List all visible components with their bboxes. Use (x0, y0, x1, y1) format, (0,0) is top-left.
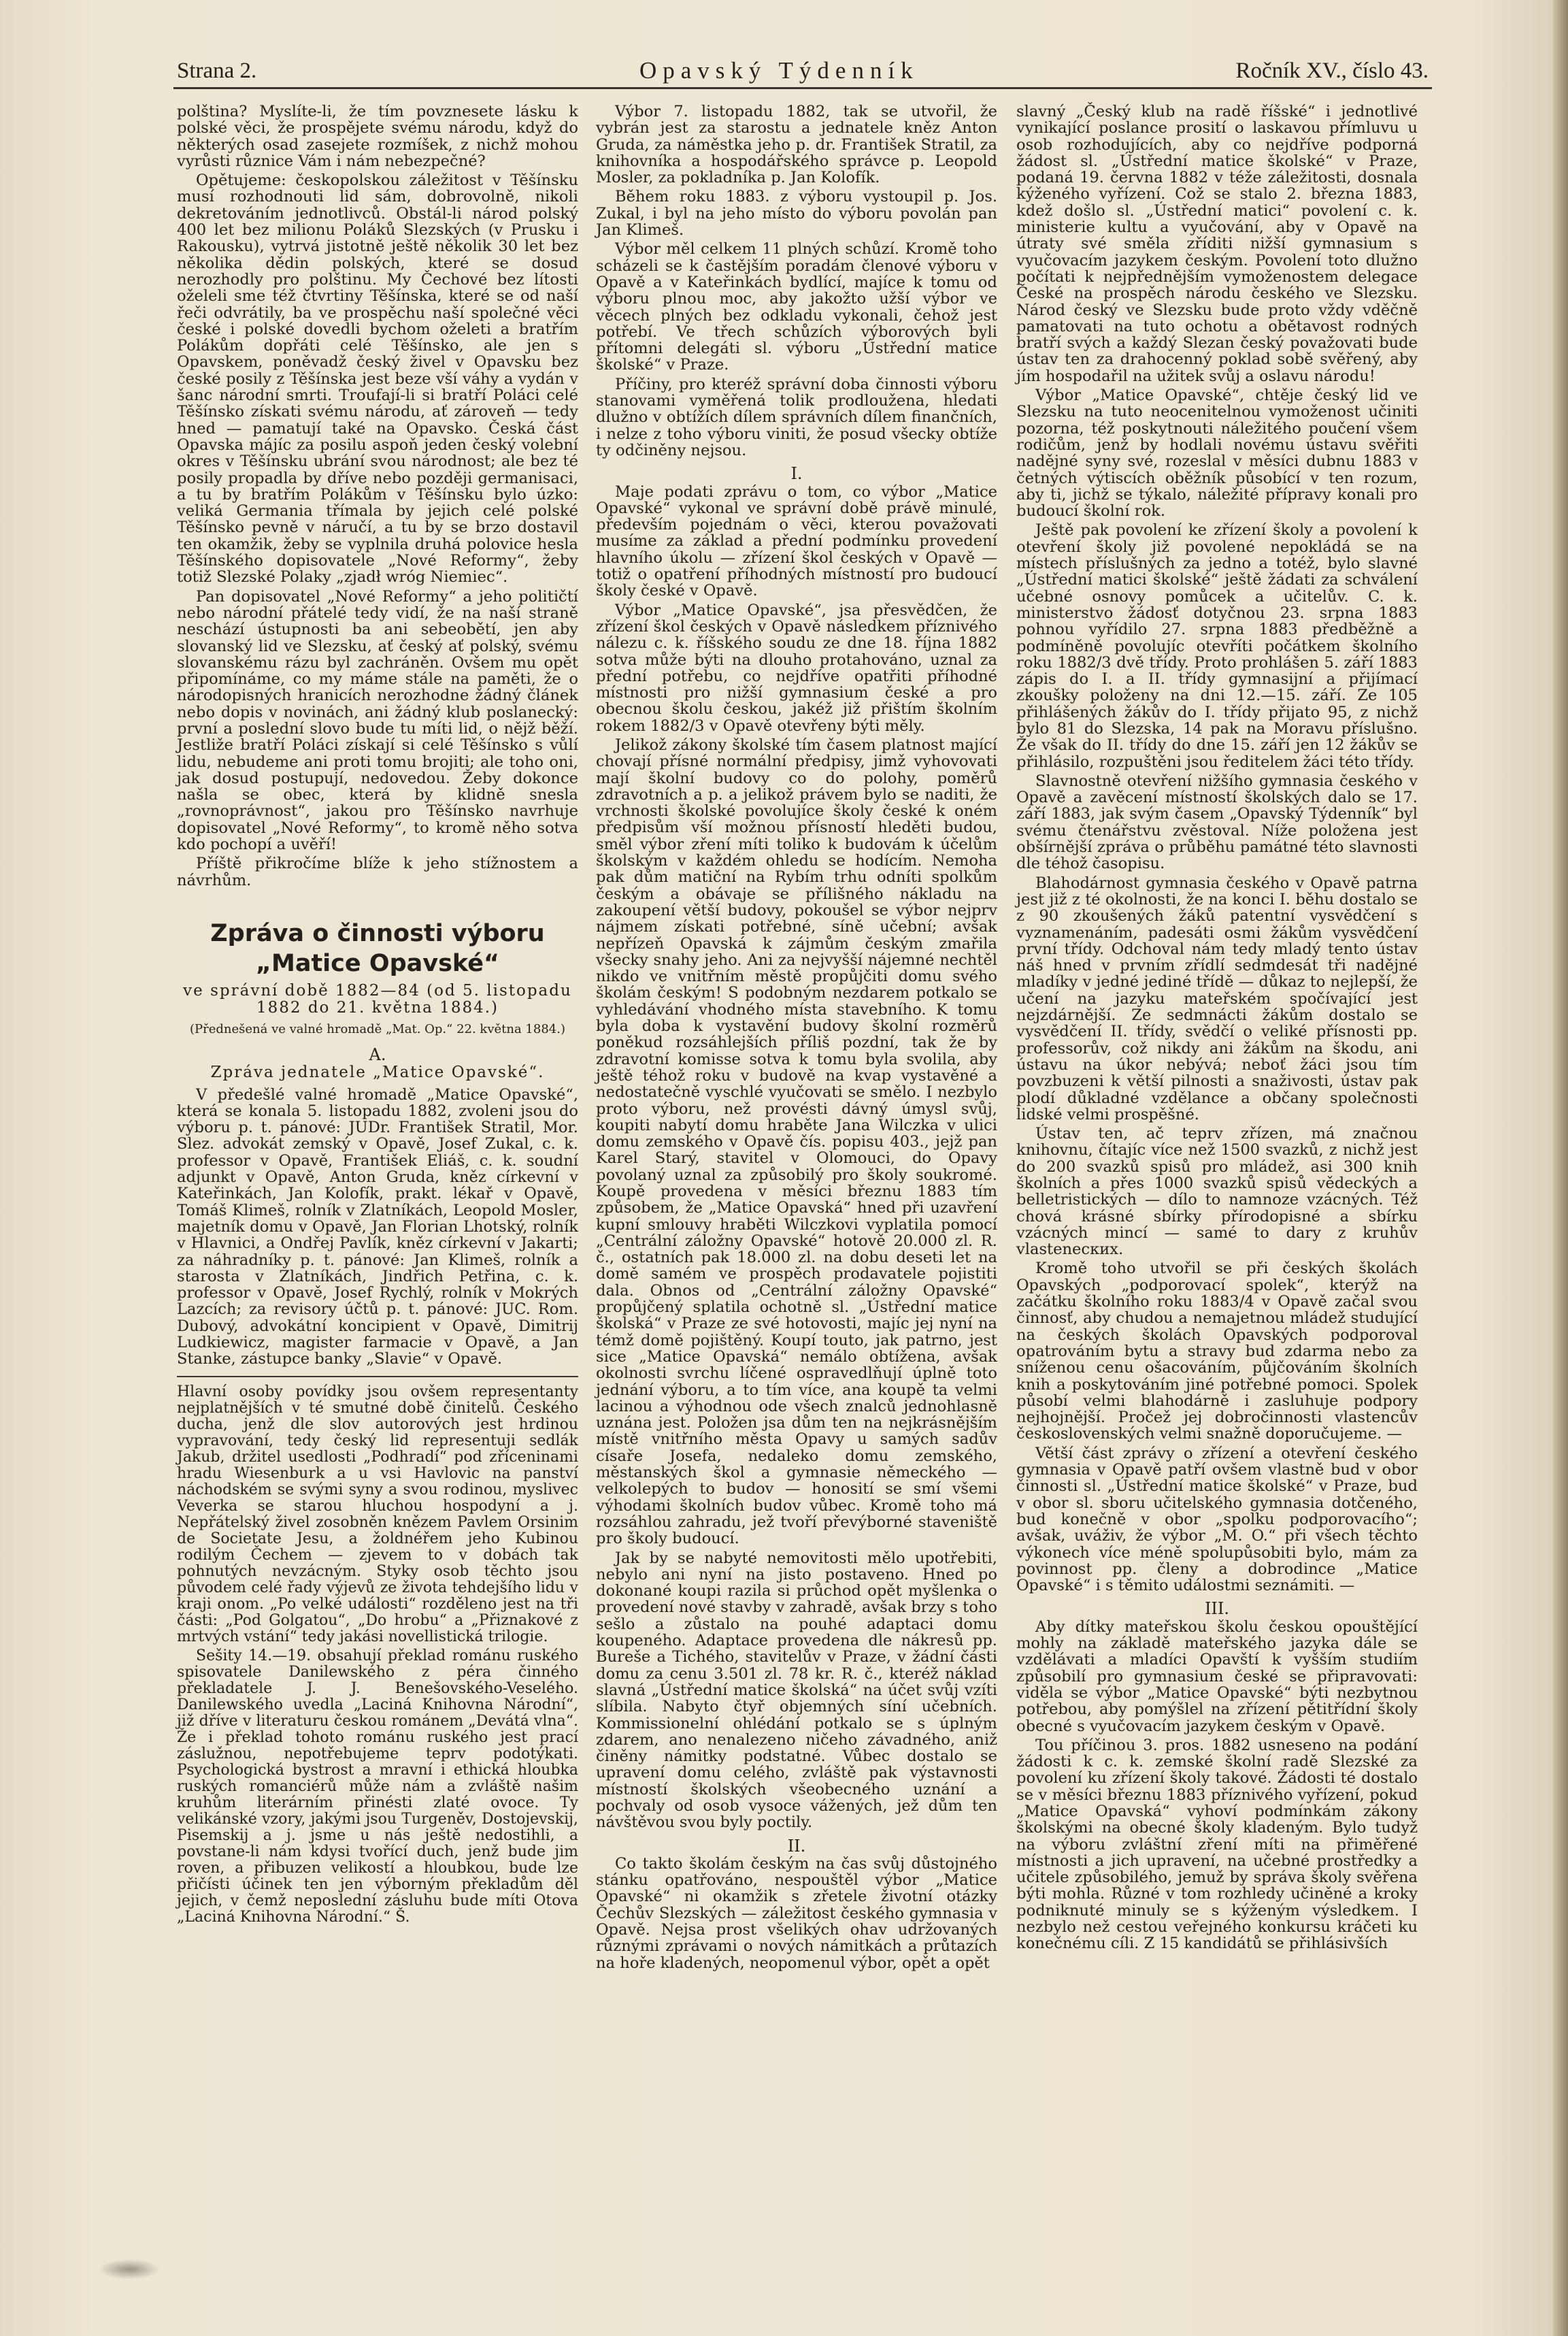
section-title: Zpráva jednatele „Matice Opavské“. (210, 1064, 545, 1082)
paragraph: Pan dopisovatel „Nové Reformy“ a jeho političtí nebo národní přátelé tedy vidí, že na naší straně neschází ústupnosti ba ani sebeobětí, jen aby slovanský lid ve Slezsku, ať český ať polský, svému slovanskému rázu byl zachráněn. Ovšem mu opět připomínáme, co my máme stále na paměti, že o národopisných hranicích nerozhodne žádný článek nebo dopis v novinách, ani žádný klub poslanecký: první a poslední slovo bude tu míti lid, o nějž běží. Jestliže bratří Poláci získají si celé Těšínsko s vůlí lidu, nebudeme ani proti tomu brojiti; ale toho oni, jak dosud postupují, nedovedou. Žeby dokonce našla se obec, která by klidně snesla „rovnoprávnost“, jakou pro Těšínsko navrhuje dopisovatel „Nové Reformy“, to kromě něho sotva kdo pochopí a uvěří! (177, 587, 578, 854)
paragraph: Výbor 7. listopadu 1882, tak se utvořil, že vybrán jest za starostu a jednatele kněz Anton Gruda, za náměstka jeho p. dr. František Stratil, za knihovníka a hospodářského správce p. Leopold Mosler, za pokladníka p. Jan Kolofík. (596, 103, 997, 187)
paragraph: Jak by se nabyté nemovitosti mělo upotřebiti, nebylo ani nyní na jisto postaveno. Hned po dokonané koupi razila si průchod opět myšlenka o provedení nové stavby v zahradě, avšak brzy s toho sešlo a zůstalo na pouhé adaptaci domu koupeného. Adaptace provedena dle nákresů pp. Bureše a Tichého, stavitelův v Praze, v žádní části domu za cenu 3.501 zl. 78 kr. R. č., kteréž náklad slavná „Ústřední matice školská“ na účet svůj vzíti slíbila. Nabyto čtyř objemných síní učebních. Kommissionelní ohlédání potkalo se s úplným zdarem, ano nenalezeno ničeho závadného, aniž činěny námitky podstatné. Vůbec dostalo se upravení domu celého, zvláště pak výstavnosti místností školských všeobecného uznání a pochvaly od osob vysoce vážených, jež dům ten návštěvou svou byly poctily. (596, 1549, 997, 1832)
paragraph: Příště přikročíme blíže k jeho stížnostem a návrhům. (177, 855, 578, 889)
section-heading: III. (1204, 1599, 1230, 1619)
section-heading: I. (790, 464, 803, 484)
article-title: Zpráva o činnosti výboru „Matice Opavské“ (210, 919, 545, 977)
paragraph: Kromě toho utvořil se při českých školách Opavských „podporovací spolek“, kterýž na začátku školního roku 1883/4 v Opavě začal svou činnosť, aby chudou a nemajetnou mládež studující na českých školách Opavských podporoval opatrováním bytu a stravy bud zdarma nebo za sníženou cenu ošacováním, půjčováním školních knih a poskytováním jiné potřebné pomoci. Spolek působí velmi blahodárně i zasluhuje podpory nejhojnější. Pročež jej dobročinnosti vlastencův československých velmi snažně doporučujeme. — (1016, 1260, 1418, 1443)
ink-smudge (99, 2259, 160, 2280)
paragraph: Tou příčinou 3. pros. 1882 usneseno na podání žádosti k c. k. zemské školní radě Slezské za povolení ku zřízení školy takové. Žádosti té dostalo se v měsíci březnu 1883 příznivého vyřízení, pokud „Matice Opavská“ vyhoví podmínkám zákony školskými na obecné školy kladeným. Bylo tudyž na výboru zvláštní zření míti na přiměřené místnosti a jich upravení, na učebné prostředky a učitele způsobilého, jemuž by správa školy svěřena býti mohla. Různé v tom rozhledy učiněné a kroky podniknuté minuly se s kýženým výsledkem. I nezbylo než cestou veřejného konkursu kráčeti ku konečnému cíli. Z 15 kandidátů se přihlásivších (1016, 1736, 1418, 1953)
paragraph: slavný „Český klub na radě říšské“ i jednotlivé vynikající poslance prosití o laskavou přímluvu u osob rozhodujících, aby co nejdříve podporná žádost sl. „Ústřední matice školské“ v Praze, podaná 19. června 1882 v téže záležitosti, dosnala kýženého vyřízení. Což se stalo 2. března 1883, kdež došlo sl. „Ústřední matici“ povolení c. k. ministerie kultu a vyučování, aby v Opavě na útraty své směla zříditi nižší gymnasium s vyučovacím jazykem českým. Povolení toto dlužno počítati k nejpřednějším vymoženostem delegace České na prospěch národu českého ve Slezsku. Národ český ve Slezsku bude proto vždy vděčně pamatovati na tuto ochotu a obětavost rodných bratří svých a každý Slezan český považovati bude ústav ten za drahocenný poklad sobě svěřený, aby jím hospodařil na užitek svůj a oslavu národu! (1016, 103, 1418, 385)
newspaper-title: Opavský Týdenník (639, 57, 919, 84)
article-subtitle: ve správní době 1882—84 (od 5. listopadu 1882 do 21. května 1884.) (183, 981, 572, 1017)
paragraph: Blahodárnost gymnasia českého v Opavě patrna jest již z té okolnosti, že na konci I. běhu dostalo se z 90 zkoušených žáků patentní vysvědčení s vyznamenáním, padesáti osmi žákům vysvědčení první třídy. Odchoval nám tedy mladý tento ústav náš hned v prvním zřídlí sedmdesát tři nadějné mladíky v jedné jediné třídě — důkaz to nejlepší, že učení na jazyku mateřském spočívající jest nejzdárnější. Ze sedmnácti žákům dostalo se vysvědčení II. třídy, svědčí o veliké přísnosti pp. professorův, což nikdy ani žákům na škodu, ani ústavu na úkor nebývá; neboť žáci jsou tím povzbuzeni k větší pilnosti a snaživosti, ústav pak plodí důkladné vzdělance a občany společnosti lidské velmi prospěšné. (1016, 874, 1418, 1123)
page-number: Strana 2. (177, 59, 257, 83)
paragraph: Větší část zprávy o zřízení a otevření českého gymnasia v Opavě patří ovšem vlastně bud v obor činnosti sl. „Ústřední matice školské“ v Praze, bud v obor sl. sboru učitelského gymnasia dotčeného, bud konečně v obor „spolku podporovacího“; avšak, uváživ, že výbor „M. O.“ při všech těchto výkonech více méně spolupůsobiti bylo, mám za povinnost pp. členy a dobrodince „Matice Opavské“ i s těmito událostmi seznámiti. — (1016, 1444, 1418, 1595)
paragraph: Ústav ten, ač teprv zřízen, má značnou knihovnu, čítajíc více než 1500 svazků, z nichž jest do 200 svazků spisů pro mládež, asi 300 knih školních a přes 1000 svazků spisů vědeckých a belletristických — dílo to namnoze vzácných. Též chová krásné sbírky přírodopisné a sbírku vzácných mincí — samé to dary z kruhův vlastenecких. (1016, 1125, 1418, 1259)
paragraph: Výbor měl celkem 11 plných schůzí. Kromě toho scházeli se k častějším poradám členové výboru v Opavě a v Kateřinkách bydlící, majíce k tomu od výboru plnou moc, aby jakožto užší výbor ve věcech plných bez odkladu vykonali, čehož jest potřebí. Ve třech schůzích výborových byli přítomni delegáti sl. výboru „Ústřední matice školské“ v Praze. (596, 240, 997, 374)
section-heading: II. (787, 1836, 806, 1856)
paragraph: Výbor „Matice Opavské“, jsa přesvědčen, že zřízení škol českých v Opavě následkem příznivého nálezu c. k. říšského soudu ze dne 18. října 1882 sotva může býti na dlouho protahováno, uznal za přední potřebu, co nejdříve opatřiti příhodné místnosti pro nižší gymnasium české a pro obecnou školu českou, jakéž již přištím školním rokem 1882/3 v Opavě otevřeny býti měly. (596, 601, 997, 735)
column-2 (596, 103, 997, 1974)
paragraph: V předešlé valné hromadě „Matice Opavské“, která se konala 5. listopadu 1882, zvoleni jsou do výboru p. t. pánové: JUDr. František Stratil, Mor. Slez. advokát zemský v Opavě, Josef Zukal, c. k. professor v Opavě, František Eliáš, c. k. soudní adjunkt v Opavě, Anton Gruda, kněz církevní v Kateřinkách, Jan Kolofík, prakt. lékař v Opavě, Tomáš Klimeš, rolník v Zlatníkách, Leopold Mosler, majetník domu v Opavě, Jan Florian Lhotský, rolník v Hlavnici, a Ondřej Pavlík, kněz církevní v Jakarti; za náhradníky p. t. pánové: Jan Klimeš, rolník a starosta v Zlatníkách, Jindřich Petřina, c. k. professor v Opavě, Josef Rychlý, rolník v Mokrých Lazcích; za revisory účtů p. t. pánové: JUC. Rom. Dubový, advokátní koncipient v Opavě, Dimitrij Ludkiewicz, magister farmacie v Opavě, a Jan Stanke, zástupce banky „Slavie“ v Opavě. (177, 1085, 578, 1368)
paragraph: Maje podati zprávu o tom, co výbor „Matice Opavské“ vykonal ve správní době právě minulé, především pojednám o věci, kterou považovati musíme za základ a přední podmínku provedení hlavního úkolu — zřízení škol českých v Opavě — totiž o opatření příhodných místností pro budoucí školy české v Opavě. (596, 482, 997, 600)
section-heading: A. (369, 1044, 386, 1064)
paragraph: Slavnostně otevření nižšího gymnasia českého v Opavě a zavěcení místností školských dalo se 17. září 1883, jak svým časem „Opavský Týdenník“ byl svému čtenářstvu zvěstoval. Níže položena jest obšírnější zpráva o průběhu památné této slavnosti dle téhož časopisu. (1016, 772, 1418, 873)
feuilleton-paragraph: Hlavní osoby povídky jsou ovšem representanty nejplatnějších v té smutné době činitelů. Českého ducha, jenž dle slov autorových jest hrdinou vypravování, tedy český lid representuji sedlák Jakub, držitel usedlosti „Podhradí“ pod zříceninami hradu Wiesenburk a u vsi Havlovic na panství náchodském se svými syny a svou rodinou, mysliveс Veverka se starou hluchou hospodyní a j. Nepřátelský živel zosobněn knězem Pavlem Orsinim de Societate Jesu, a žoldnéřem jeho Kubinou rodilým Čechem — zjevem to v dobách tak pohnutých nevzácným. Styky osob těchto jsou původem celé řady výjevů ze života tehdejšího lidu v kraji onom. „Po velké události“ rozděleno jest na tři části: „Pod Golgatou“, „Do hrobu“ a „Přiznakové z mrtvých vstání“ tedy jakási novellistická trilogie. (177, 1383, 578, 1645)
paragraph: polština? Myslíte-li, že tím povznesete lásku k polské věci, že prospějete svému národu, když do některých osad zasejete rozmíšek, z nichž mohou vyrůsti různice Vám i nám nebezpečné? (177, 103, 578, 170)
paragraph: Ještě pak povolení ke zřízení školy a povolení k otevření školy již povolené nepokládá se na místech příslušných za jedno a totéž, bylo slavné „Ústřední matici školské“ ještě žádati za schválení učebné osnovy pomůcek a učitelův. C. k. ministerstvo žádosť dotyčnou 23. srpna 1883 pohnou vyřídilo 27. srpna 1883 předběžně a podmíněně povolujíc otevříti počátkem školního roku 1882/3 dvě třídy. Proto prohlášen 5. září 1883 zápis do I. a II. třídy gymnasijní a přijímací zkoušky položeny na dni 12.—15. září. Ze 105 přihlášených žákův do I. třídy přijato 95, z nichž bylo 81 do Slezska, 14 pak na Moravu příslušno. Že však do II. třídy do dne 15. září jen 12 žákův se přihlásilo, rozpuštěni jsou ředitelem žáci této třídy. (1016, 521, 1418, 771)
paragraph: Jelikož zákony školské tím časem platnost mající chovají přísné normální předpisy, jimž vyhovovati mají školní budovy co do polohy, poměrů zdravotních a p. a jelikož právem bylo se naditi, že vrchnosti školské povolujíce školy české k oném předpisům vší možnou přísností hleděti budou, směl výbor zření míti toliko k budovám k účelům školským v každém ohledu se hodícím. Nemoha pak dům matiční na Rybím trhu odníti spolkům českým a obávaje se přílišného nákladu na zakoupení větší budovy, pokoušel se výbor nejprv nájmem získati potřebné, síně učební; avšak nepřízeň Opavská k zájmům českým zmařila všecky snahy jeho. Ani za nejvyšší nájemné nechtěl nikdo ve vnitřním městě propůjčiti domu svého školám českým! S podobným nezdarem potkalo se vyhledávání vhodného místa stavebního. K tomu byla doba k vystavění budovy školní rozměrů poněkud rozsáhlejších příliš pozdní, tak že by zdravotní komisse sotva k tomu byla svolila, aby ještě téhož roku v budově na kvap vystavěné a nedostatečně vyschlé vyučovati se smělo. I nezbylo proto výboru, než provésti dávný úmysl svůj, koupiti nabytí domu hraběte Jana Wilczka v ulici domu zemského v Opavě čís. popisu 403., jejž pan Karel Starý, stavitel v Olomouci, do Opavy povolaný uznal za způsobilý pro školy soukromé. Koupě provedena v měsíci březnu 1883 tím způsobem, že „Matice Opavská“ hned při uzavření kupní smlouvy hraběti Wilczkovi vyplatila pomocí „Centrální záložny Opavské“ hotově 20.000 zl. R. č., ostatních pak 18.000 zl. na dobu deseti let na domě samém ve prospěch prodavatele pojistiti dala. Obnos od „Centrální záložny Opavské“ propůjčený splatila ochotně sl. „Ústřední matice školská“ v Praze ze své hotovosti, majíc jej nyní na témž domě pojištěný. Koupí touto, jak patrno, jest sice „Matice Opavská“ nemálo obtížena, avšak okolnosti svrchu líčené ospravedlňují úplně toto jednání výboru, a to tím více, ana koupě ta velmi lacinou a výhodnou ode všech znalců jednohlasně uznána jest. Položen jsa dům ten na nejkrásnějším místě vnitřního města Opavy u samých sadův císaře Josefa, nedaleko domu zemského, městanských škol a gymnasie německého — velkolepých to budov — honosití se smí všemi výhodami školních budov vůbec. Kromě toho má rozsáhlou zahradu, jež tvoří převýborné staveniště pro školy budoucí. (596, 736, 997, 1548)
column-1 (177, 103, 578, 1928)
paragraph: Opětujeme: českopolskou záležitost v Těšínsku musí rozhodnouti lid sám, dobrovolně, nikoli dekretováním jednotlivců. Obstál-li národ polský 400 let bez milionu Poláků Slezských (v Prusku i Rakousku), vytrvá jistotně ještě několik 30 let bez několika dědin polských, které se dosud nerozhodly pro polštinu. My Čechové bez lítosti oželeli sme též čtvrtiny Těšínska, které se od naší řeči odvrátily, ba ve prospěchu naší společné věci české i polské dovedli bychom oželeti a bratřím Polákům dopřáti celé Těšínsko, ale jen s Opavskem, poněvadž český živel v Opavsku bez české posily z Těšínska jest beze vší váhy a vydán v šanc národní smrti. Troufají-li si bratří Poláci celé Těšínsko získati svému národu, ať zároveň — tedy hned — pamatují také na Opavsko. Česká část Opavska májíc za posilu aspoň jeden český volební okres v Těšínsku ubrání svou národnost; ale bez té posily propadla by dříve nebo později germanisaci, a tu by bratřím Polákům v Těšínsku bylo úzko: veliká Germania třímala by jejich celé polské Těšínsko pevně v náručí, a tu by se brzo dostavil ten okamžik, žeby se vyplnila druhá polovice hesla Těšínského dopisovatele „Nové Reformy“, žeby totiž Slezské Polaky „zjadł wróg Niemiec“. (177, 171, 578, 587)
feuilleton-paragraph: Sešity 14.—19. obsahují překlad románu ruského spisovatele Danilewského z péra činného překladatele J. J. Benešovského-Veselého. Danilewského uvedla „Laciná Knihovna Národní“, již dříve v literaturu českou románem „Devátá vlna“. Že i překlad tohoto románu ruského jest prací záslužnou, nepotřebujeme teprv podotýkati. Psychologická bystrost a mravní i ethická hloubka ruských romanciérů může nám a zvláště našim kruhům literárním přinésti zlaté ovoce. Ty velikánské vzory, jakými jsou Turgeněv, Dostojevskij, Pisemskij a j. jsme u nás ještě nedostihli, a povstane-li nám kdysi tvořící duch, jenž bude jim roven, a přibuzen velikostí a hloubkou, bude lze přičísti účinek ten jen výborným překladům děl jejich, v čemž neposlední zásluhu bude míti Otova „Laciná Knihovna Národní.“ Š. (177, 1647, 578, 1926)
header-rule (173, 87, 1432, 89)
paragraph: Aby dítky mateřskou školu českou opouštějící mohly na základě mateřského jazyka dále se vzdělávati a mladíci Opavští k vyšším studiím způsobilí pro gymnasium české se připravovati: viděla se výbor „Matice Opavské“ býti nezbytnou potřebou, aby pomýšlel na zřízení pětitřídní školy obecné s vyučovacím jazykem českým v Opavě. (1016, 1617, 1418, 1735)
paragraph: Příčiny, pro kteréž správní doba činnosti výboru stanovami vyměřená tolik prodloužena, hledati dlužno v obtížích dílem správních dílem finančních, i nelze z toho výboru viniti, že posud všecky obtíže ty odčiněny nejsou. (596, 375, 997, 459)
running-header (177, 49, 1429, 90)
article-note: (Přednešená ve valné hromadě „Mat. Op.“ 22. května 1884.) (190, 1021, 565, 1036)
page-edge (1553, 0, 1568, 2336)
paragraph: Během roku 1883. z výboru vystoupil p. Jos. Zukal, i byl na jeho místo do výboru povolán pan Jan Klimeš. (596, 188, 997, 240)
feuilleton-rule (177, 1376, 578, 1377)
paragraph: Výbor „Matice Opavské“, chtěje český lid ve Slezsku na tuto neocenitelnou vymoženost učiniti pozorna, též poskytnouti náležitého poučení všem rodičům, jenž by hodlali novému ústavu svěřiti nadějné syny své, rozeslal v měsíci dubnu 1883 v četných výtiscích oběžník působící v ten rozum, aby ti, jichž se týkalo, náležité přípravy konali pro budoucí školní rok. (1016, 386, 1418, 521)
paragraph: Co takto školám českým na čas svůj důstojného stánku opatřováno, nespouštěl výbor „Matice Opavské“ ni okamžik s zřetele životní otázky Čechův Slezských — záležitost českého gymnasia v Opavě. Nejsa prost všelikých ohav udržovaných různými zprávami o nových námitkách a průtazích na hoře kladených, neopomenul výbor, opět a opět (596, 1854, 997, 1972)
volume-issue: Ročník XV., číslo 43. (1235, 59, 1429, 83)
column-3 (1016, 103, 1418, 1955)
